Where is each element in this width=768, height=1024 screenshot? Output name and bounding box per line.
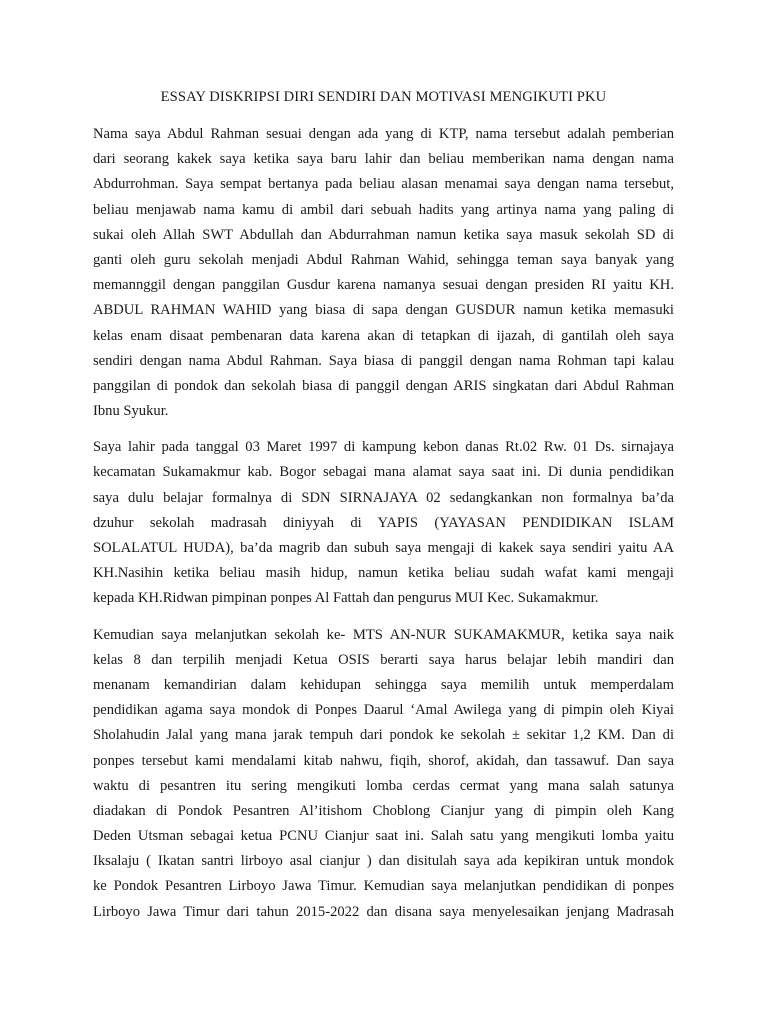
text-line: kelas enam disaat pembenaran data karena akan di tetapkan di ijazah, di gantilah oleh saya xyxy=(93,327,674,344)
text-line: SOLALATUL HUDA), ba’da magrib dan subuh saya mengaji di kakek saya sendiri yaitu AA xyxy=(93,540,674,556)
text-line: dzuhur sekolah madrasah diniyyah di YAPIS (YAYASAN PENDIDIKAN ISLAM xyxy=(93,514,674,531)
text-line: Kemudian saya melanjutkan sekolah ke- MTS AN-NUR SUKAMAKMUR, ketika saya naik xyxy=(93,626,674,643)
text-line: sendiri dengan nama Abdul Rahman. Saya biasa di panggil dengan nama Rohman tapi kalau xyxy=(93,352,674,369)
text-line: kepada KH.Ridwan pimpinan ponpes Al Fattah dan pengurus MUI Kec. Sukamakmur. xyxy=(93,590,599,607)
text-line: ganti oleh guru sekolah menjadi Abdul Rahman Wahid, sehingga teman saya banyak yang xyxy=(93,251,674,268)
paragraph-name-origin xyxy=(93,122,674,424)
text-line: KH.Nasihin ketika beliau masih hidup, namun ketika beliau sudah wafat kami mengaji xyxy=(93,565,674,582)
text-line: waktu di pesantren itu sering mengikuti lomba cerdas cermat yang mana salah satunya xyxy=(93,777,674,794)
text-line: menanam kemandirian dalam kehidupan sehingga saya memilih untuk memperdalam xyxy=(93,676,674,693)
paragraph-birth-education xyxy=(93,435,674,611)
text-line: Saya lahir pada tanggal 03 Maret 1997 di kampung kebon danas Rt.02 Rw. 01 Ds. sirnajaya xyxy=(93,439,674,456)
text-line: memannggil dengan panggilan Gusdur karena namanya sesuai dengan presiden RI yaitu KH. xyxy=(93,277,674,294)
text-line: diadakan di Pondok Pesantren Al’itishom Choblong Cianjur yang di pimpin oleh Kang xyxy=(93,802,674,819)
text-line: Lirboyo Jawa Timur dari tahun 2015-2022 dan disana saya menyelesaikan jenjang Madrasah xyxy=(93,903,674,920)
text-line: Deden Utsman sebagai ketua PCNU Cianjur saat ini. Salah satu yang mengikuti lomba yaitu xyxy=(93,828,674,845)
document-body xyxy=(93,86,674,936)
text-line: saya dulu belajar formalnya di SDN SIRNAJAYA 02 sedangkankan non formalnya ba’da xyxy=(93,489,674,506)
text-line: pendidikan agama saya mondok di Ponpes Daarul ‘Amal Awilega yang di pimpin oleh Kiyai xyxy=(93,702,674,719)
text-line: kecamatan Sukamakmur kab. Bogor sebagai mana alamat saya saat ini. Di dunia pendidikan xyxy=(93,464,674,481)
text-line: beliau menjawab nama kamu di ambil dari sebuah hadits yang artinya nama yang paling di xyxy=(93,201,674,218)
document-title: ESSAY DISKRIPSI DIRI SENDIRI DAN MOTIVASI MENGIKUTI PKU xyxy=(160,89,607,105)
text-line: ke Pondok Pesantren Lirboyo Jawa Timur. Kemudian saya melanjutkan pendidikan di ponpes xyxy=(93,878,674,895)
text-line: kelas 8 dan terpilih menjadi Ketua OSIS berarti saya harus belajar lebih mandiri dan xyxy=(93,651,674,668)
text-line: Iksalaju ( Ikatan santri lirboyo asal cianjur ) dan disitulah saya ada kepikiran untuk mondok xyxy=(93,853,674,870)
text-line: Abdurrohman. Saya sempat bertanya pada beliau alasan menamai saya dengan nama tersebut, xyxy=(93,176,674,193)
text-line: Nama saya Abdul Rahman sesuai dengan ada yang di KTP, nama tersebut adalah pemberian xyxy=(93,126,674,142)
paragraph-further-schooling xyxy=(93,623,674,925)
text-line: Sholahudin Jalal yang mana jarak tempuh dari pondok ke sekolah ± sekitar 1,2 KM. Dan di xyxy=(93,727,674,744)
text-line: dari seorang kakek saya ketika saya baru lahir dan beliau memberikan nama dengan nama xyxy=(93,151,674,168)
text-line: Ibnu Syukur. xyxy=(93,403,169,420)
text-line: ponpes tersebut kami mendalami kitab nahwu, fiqih, shorof, akidah, dan tassawuf. Dan saya xyxy=(93,752,674,769)
text-line: panggilan di pondok dan sekolah biasa di panggil dengan ARIS singkatan dari Abdul Rahman xyxy=(93,377,674,394)
text-line: sukai oleh Allah SWT Abdullah dan Abdurrahman namun ketika saya masuk sekolah SD di xyxy=(93,226,674,243)
text-line: ABDUL RAHMAN WAHID yang biasa di sapa dengan GUSDUR namun ketika memasuki xyxy=(93,302,674,319)
